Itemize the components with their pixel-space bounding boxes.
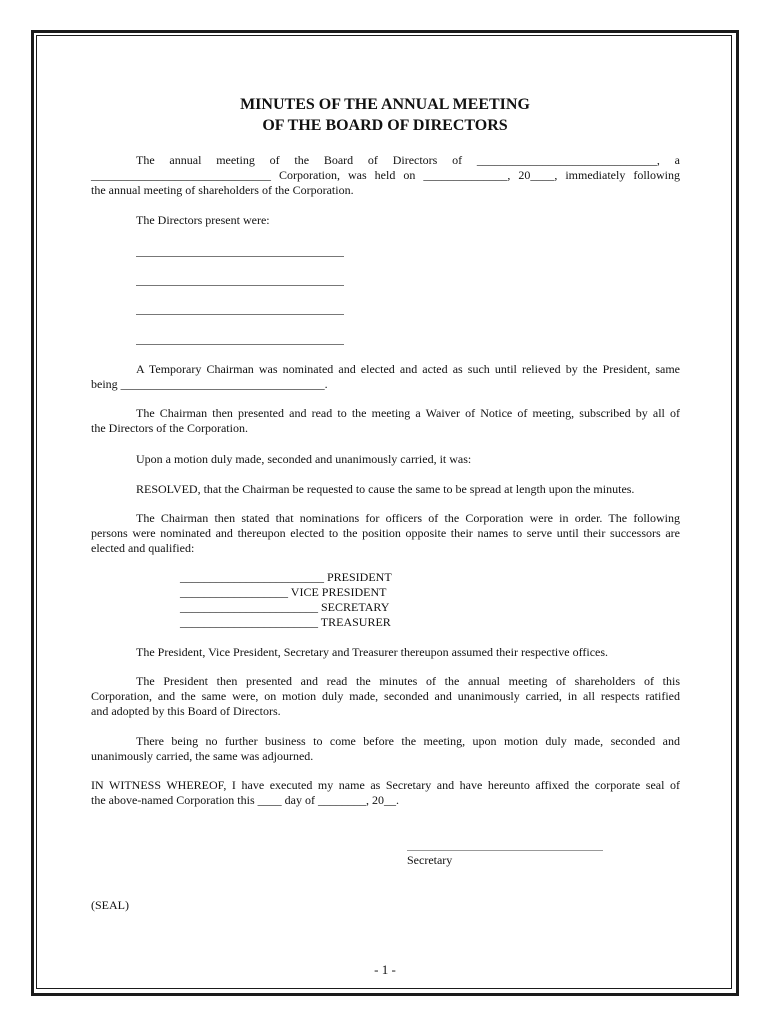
witness-line1: IN WITNESS WHEREOF, I have executed my name as Secretary and have hereunto affixed the corporate seal of: [91, 778, 680, 792]
officer-president: ________________________ PRESIDENT: [180, 570, 392, 584]
director-signature-line: [136, 314, 344, 315]
nominations-line2: persons were nominated and thereupon elected to the position opposite their names to serve until their successors are: [91, 526, 680, 540]
officer-secretary: _______________________ SECRETARY: [180, 600, 390, 614]
assumed-offices-text: The President, Vice President, Secretary and Treasurer thereupon assumed their respective offices.: [136, 645, 609, 659]
officer-treasurer: _______________________ TREASURER: [180, 615, 391, 629]
temp-chairman-line1: A Temporary Chairman was nominated and elected and acted as such until relieved by the President, same: [136, 362, 680, 376]
adjourned-line2: unanimously carried, the same was adjourned.: [91, 749, 314, 763]
waiver-line1: The Chairman then presented and read to the meeting a Waiver of Notice of meeting, subscribed by all of: [136, 406, 680, 420]
seal-label: (SEAL): [91, 898, 129, 912]
shareholders-minutes-line1: The President then presented and read the minutes of the annual meeting of shareholders of this: [136, 674, 680, 688]
adjourned-line1: There being no further business to come before the meeting, upon motion duly made, seconded and: [136, 734, 680, 748]
motion-text: Upon a motion duly made, seconded and unanimously carried, it was:: [136, 452, 472, 466]
officer-vice-president: __________________ VICE PRESIDENT: [180, 585, 387, 599]
director-signature-line: [136, 344, 344, 345]
intro-line1: The annual meeting of the Board of Directors of ______________________________, a: [136, 153, 680, 167]
page-number: - 1 -: [374, 962, 396, 977]
director-signature-line: [136, 256, 344, 257]
secretary-signature-line: [407, 850, 603, 851]
document-title-line1: MINUTES OF THE ANNUAL MEETING: [240, 96, 530, 113]
intro-line3: the annual meeting of shareholders of the Corporation.: [91, 183, 354, 197]
temp-chairman-line2: being __________________________________.: [91, 377, 328, 391]
nominations-line1: The Chairman then stated that nominations for officers of the Corporation were in order. The following: [136, 511, 680, 525]
waiver-line2: the Directors of the Corporation.: [91, 421, 248, 435]
nominations-line3: elected and qualified:: [91, 541, 195, 555]
resolved-text: RESOLVED, that the Chairman be requested to cause the same to be spread at length upon the minutes.: [136, 482, 635, 496]
intro-line2: ______________________________ Corporation, was held on ______________, 20____, immediately following: [91, 168, 680, 182]
shareholders-minutes-line2: Corporation, and the same were, on motion duly made, seconded and unanimously carried, in all respects ratified: [91, 689, 680, 703]
document-title-line2: OF THE BOARD OF DIRECTORS: [262, 117, 508, 134]
witness-line2: the above-named Corporation this ____ day of ________, 20__.: [91, 793, 399, 807]
shareholders-minutes-line3: and adopted by this Board of Directors.: [91, 704, 281, 718]
secretary-label: Secretary: [407, 853, 453, 867]
directors-present-label: The Directors present were:: [136, 213, 270, 227]
director-signature-line: [136, 285, 344, 286]
